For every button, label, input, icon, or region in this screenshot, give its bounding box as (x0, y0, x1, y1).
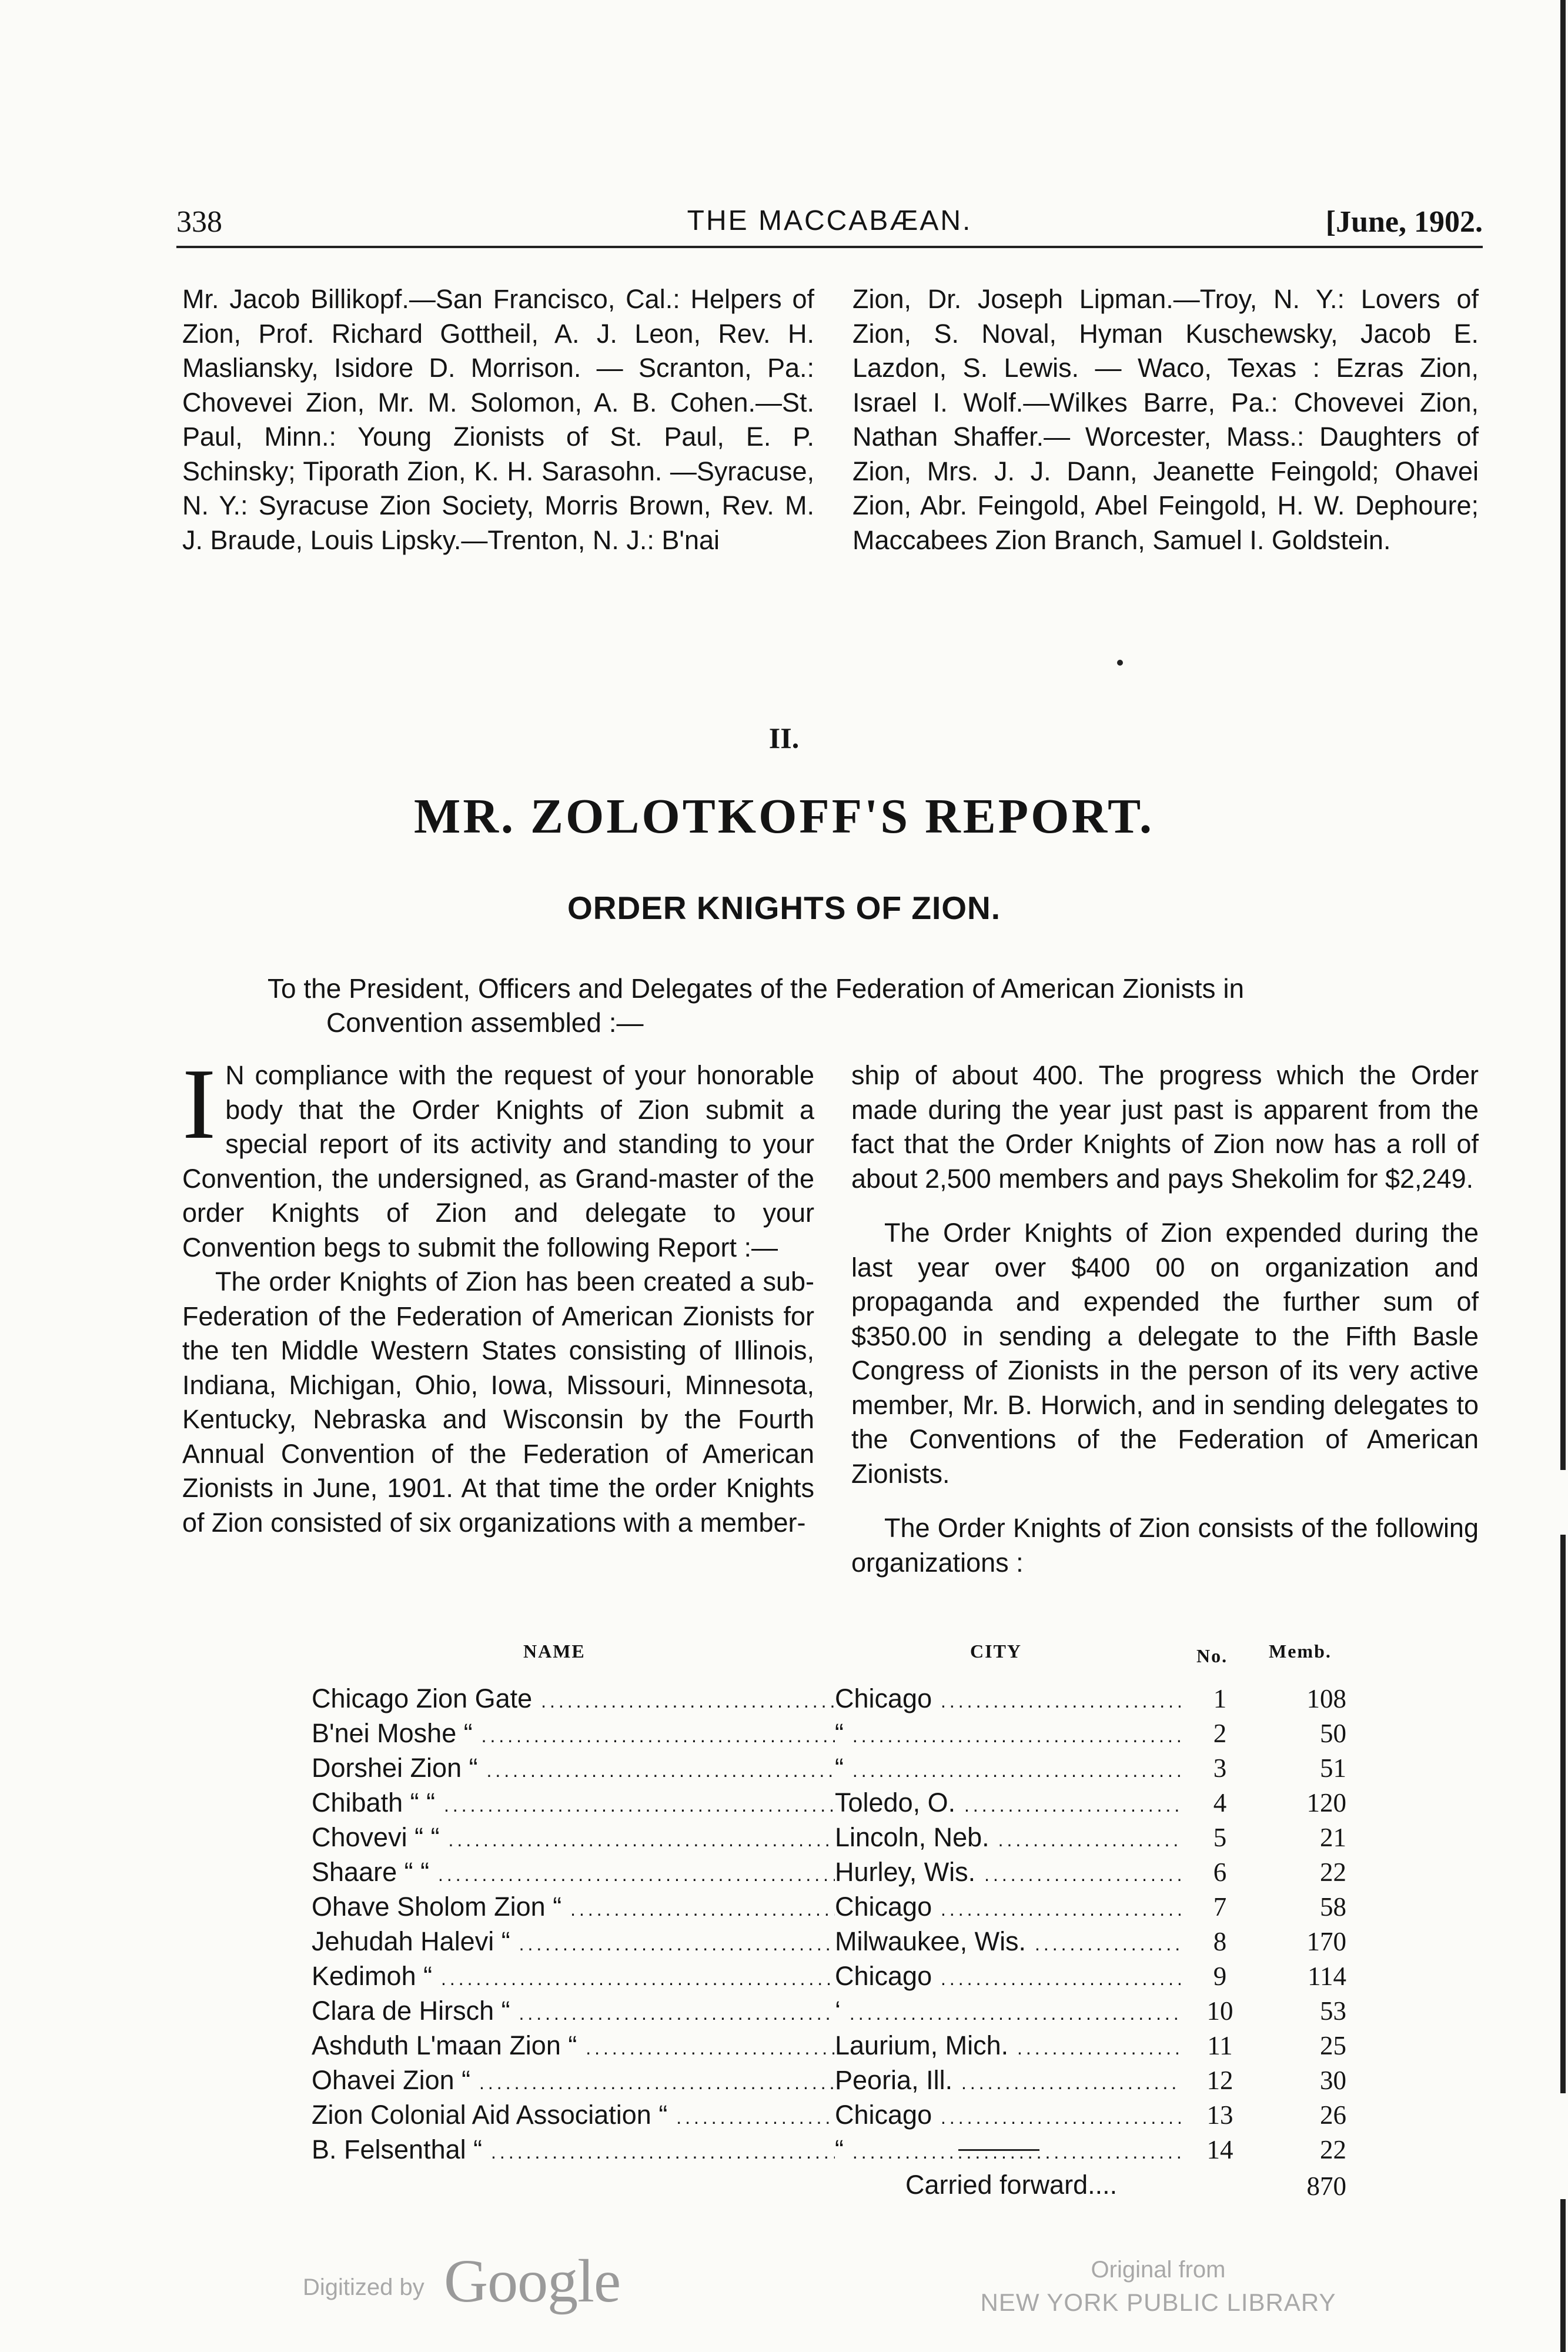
org-number: 6 (1213, 1857, 1227, 1887)
org-members: 22 (1320, 2135, 1346, 2164)
org-name: Ashduth L'maan Zion “ ..... (312, 2030, 835, 2061)
top-right-column (852, 282, 1479, 557)
report-title: MR. ZOLOTKOFF'S REPORT. (414, 789, 1154, 844)
table-row (312, 1683, 1370, 1718)
org-members: 53 (1320, 1996, 1346, 2026)
header-memb: Memb. (1269, 1641, 1332, 1662)
org-name: Dorshei Zion “ ..... (312, 1753, 835, 1783)
org-city: Peoria, Ill. ..... (835, 2065, 1182, 2096)
org-name: B'nei Moshe “ ..... (312, 1718, 835, 1749)
journal-title: THE MACCABÆAN. (687, 205, 972, 236)
table-row (312, 2100, 1370, 2134)
table-row (312, 1996, 1370, 2030)
org-name: Chibath “ “ ..... (312, 1788, 835, 1818)
table-row (312, 1718, 1370, 1753)
org-city: Milwaukee, Wis. ..... (835, 1926, 1182, 1957)
google-logo: Google (444, 2247, 621, 2315)
org-members: 170 (1306, 1927, 1346, 1956)
org-number: 11 (1207, 2031, 1233, 2060)
drop-cap: I (182, 1048, 216, 1160)
org-number: 3 (1213, 1753, 1227, 1783)
paragraph-3: ship of about 400. The progress which the Order made during the year just past is apparent from the fact that the Order Knights of Zion now has a roll of about 2,500 members and pays Shekolim for $2,249. (851, 1060, 1479, 1194)
org-name: Jehudah Halevi “ ..... (312, 1926, 835, 1957)
org-name: Shaare “ “ ..... (312, 1857, 835, 1887)
paragraph-2: The order Knights of Zion has been created a sub-Federation of the Federation of American Zionists for the ten Middle Western States consisting of Illinois, Indiana, Michigan, Ohio, Iowa, Missouri, Minnesota, Kentucky, Nebraska and Wisconsin by the Fourth Annual Convention of the Federation of American Zionists in June, 1901. At that time the order Knights of Zion consisted of six organizations with a member- (182, 1267, 814, 1538)
org-city: Chicago ..... (835, 1892, 1182, 1922)
stray-mark (1117, 660, 1123, 666)
org-members: 50 (1320, 1719, 1346, 1748)
org-number: 10 (1206, 1996, 1233, 2026)
top-left-column (182, 282, 814, 557)
report-subtitle: ORDER KNIGHTS OF ZION. (567, 890, 1001, 926)
org-members: 108 (1306, 1684, 1346, 1713)
table-row (312, 2065, 1370, 2100)
org-city: Lincoln, Neb. ..... (835, 1822, 1182, 1853)
org-name: Chicago Zion Gate ..... (312, 1683, 835, 1714)
org-name: Kedimoh “ ..... (312, 1961, 835, 1992)
body-left-column (182, 1048, 814, 1540)
org-number: 13 (1206, 2100, 1233, 2130)
table-row (312, 1753, 1370, 1788)
body-right-column (851, 1058, 1479, 1580)
header-rule (176, 246, 1483, 248)
org-city: “ ..... (835, 2134, 1182, 2165)
org-city: Chicago ..... (835, 1683, 1182, 1714)
org-name: Zion Colonial Aid Association “ ..... (312, 2100, 835, 2130)
scan-edge-gap (1558, 2093, 1567, 2199)
table-row (312, 1822, 1370, 1857)
table-row (312, 1926, 1370, 1961)
table-row (312, 2134, 1370, 2169)
sum-rule (958, 2149, 1039, 2151)
carried-forward-value: 870 (1306, 2171, 1346, 2201)
org-number: 8 (1213, 1927, 1227, 1956)
org-members: 58 (1320, 1892, 1346, 1922)
org-name: Ohave Sholom Zion “ ..... (312, 1892, 835, 1922)
org-number: 5 (1213, 1823, 1227, 1852)
table-header (312, 1641, 1370, 1664)
paragraph-1 (182, 1048, 814, 1265)
org-number: 14 (1206, 2135, 1233, 2164)
org-members: 25 (1320, 2031, 1346, 2060)
org-name: B. Felsenthal “ ..... (312, 2134, 835, 2165)
paragraph-4: The Order Knights of Zion expended during the last year over $400 00 on organization and propaganda and expended the further sum of $350.00 in sending a delegate to the Fifth Basle Congress of Zionists in the person of its very active member, Mr. B. Horwich, and in sending delegates to the Conventions of the Federation of American Zionists. (851, 1218, 1479, 1489)
table-row (312, 1961, 1370, 1996)
table-row (312, 1857, 1370, 1892)
header-name: NAME (523, 1641, 586, 1662)
salutation-line-1: To the President, Officers and Delegates of the Federation of American Zionists in (268, 973, 1245, 1004)
org-name: Ohavei Zion “ ..... (312, 2065, 835, 2096)
library-name: NEW YORK PUBLIC LIBRARY (980, 2288, 1336, 2316)
issue-date: [June, 1902. (1325, 205, 1483, 239)
org-city: “ ..... (835, 1753, 1182, 1783)
carried-forward-label: Carried forward.... (905, 2170, 1118, 2200)
salutation-line-2: Convention assembled :— (326, 1007, 644, 1038)
org-members: 26 (1320, 2100, 1346, 2130)
org-city: Hurley, Wis. ..... (835, 1857, 1182, 1887)
org-name: Chovevi “ “ ..... (312, 1822, 835, 1853)
digitized-by-text: Digitized by (303, 2274, 424, 2300)
header-no: No. (1196, 1645, 1228, 1666)
org-city: Chicago ..... (835, 2100, 1182, 2130)
paragraph-5: The Order Knights of Zion consists of the following organizations : (851, 1513, 1479, 1578)
org-city: ‘ ..... (835, 1996, 1182, 2026)
section-numeral: II. (768, 721, 800, 754)
org-members: 51 (1320, 1753, 1346, 1783)
org-number: 2 (1213, 1719, 1227, 1748)
page-number: 338 (176, 205, 222, 239)
org-number: 12 (1206, 2066, 1233, 2095)
org-members: 30 (1320, 2066, 1346, 2095)
org-number: 1 (1213, 1684, 1227, 1713)
scan-edge-gap (1558, 1470, 1567, 1535)
org-city: Chicago ..... (835, 1961, 1182, 1992)
paragraph-1-text: N compliance with the request of your honorable body that the Order Knights of Zion submit a special report of its activity and standing to your Convention, the undersigned, as Grand-master of the order Knights of Zion and delegate to your Convention begs to submit the following Report :— (182, 1060, 814, 1262)
org-members: 22 (1320, 1857, 1346, 1887)
org-city: “ ..... (835, 1718, 1182, 1749)
table-row (312, 1788, 1370, 1822)
org-number: 4 (1213, 1788, 1227, 1818)
org-number: 7 (1213, 1892, 1227, 1922)
org-members: 120 (1306, 1788, 1346, 1818)
header-city: CITY (970, 1641, 1022, 1662)
salutation (268, 971, 1432, 1040)
delegates-list-left: Mr. Jacob Billikopf.—San Francisco, Cal.: Helpers of Zion, Prof. Richard Gottheil, A. J. Leon, Rev. H. Masliansky, Isidore D. Morrison. — Scranton, Pa.: Chovevei Zion, Mr. M. Solomon, A. B. Cohen.—St. Paul, Minn.: Young Zionists of St. Paul, E. P. Schinsky; Tiporath Zion, K. H. Sarasohn. —Syracuse, N. Y.: Syracuse Zion Society, Morris Brown, Rev. M. J. Braude, Louis Lipsky.—Trenton, N. J.: B'nai (182, 284, 814, 555)
running-head (176, 205, 1483, 252)
table-row (312, 1892, 1370, 1926)
org-number: 9 (1213, 1962, 1227, 1991)
org-members: 114 (1308, 1962, 1346, 1991)
org-members: 21 (1320, 1823, 1346, 1852)
org-city: Laurium, Mich. ..... (835, 2030, 1182, 2061)
delegates-list-right: Zion, Dr. Joseph Lipman.—Troy, N. Y.: Lovers of Zion, S. Noval, Hyman Kuschewsky, Jacob E. Lazdon, S. Lewis. — Waco, Texas : Ezras Zion, Israel I. Wolf.—Wilkes Barre, Pa.: Chovevei Zion, Nathan Shaffer.— Worcester, Mass.: Daughters of Zion, Mrs. J. J. Dann, Jeanette Feingold; Ohavei Zion, Abr. Feingold, Abel Feingold, H. W. Dephoure; Maccabees Zion Branch, Samuel I. Goldstein. (852, 284, 1479, 555)
table-row (312, 2030, 1370, 2065)
scan-edge (1560, 0, 1566, 2352)
org-name: Clara de Hirsch “ ..... (312, 1996, 835, 2026)
org-city: Toledo, O. ..... (835, 1788, 1182, 1818)
original-from-text: Original from (1091, 2257, 1226, 2283)
